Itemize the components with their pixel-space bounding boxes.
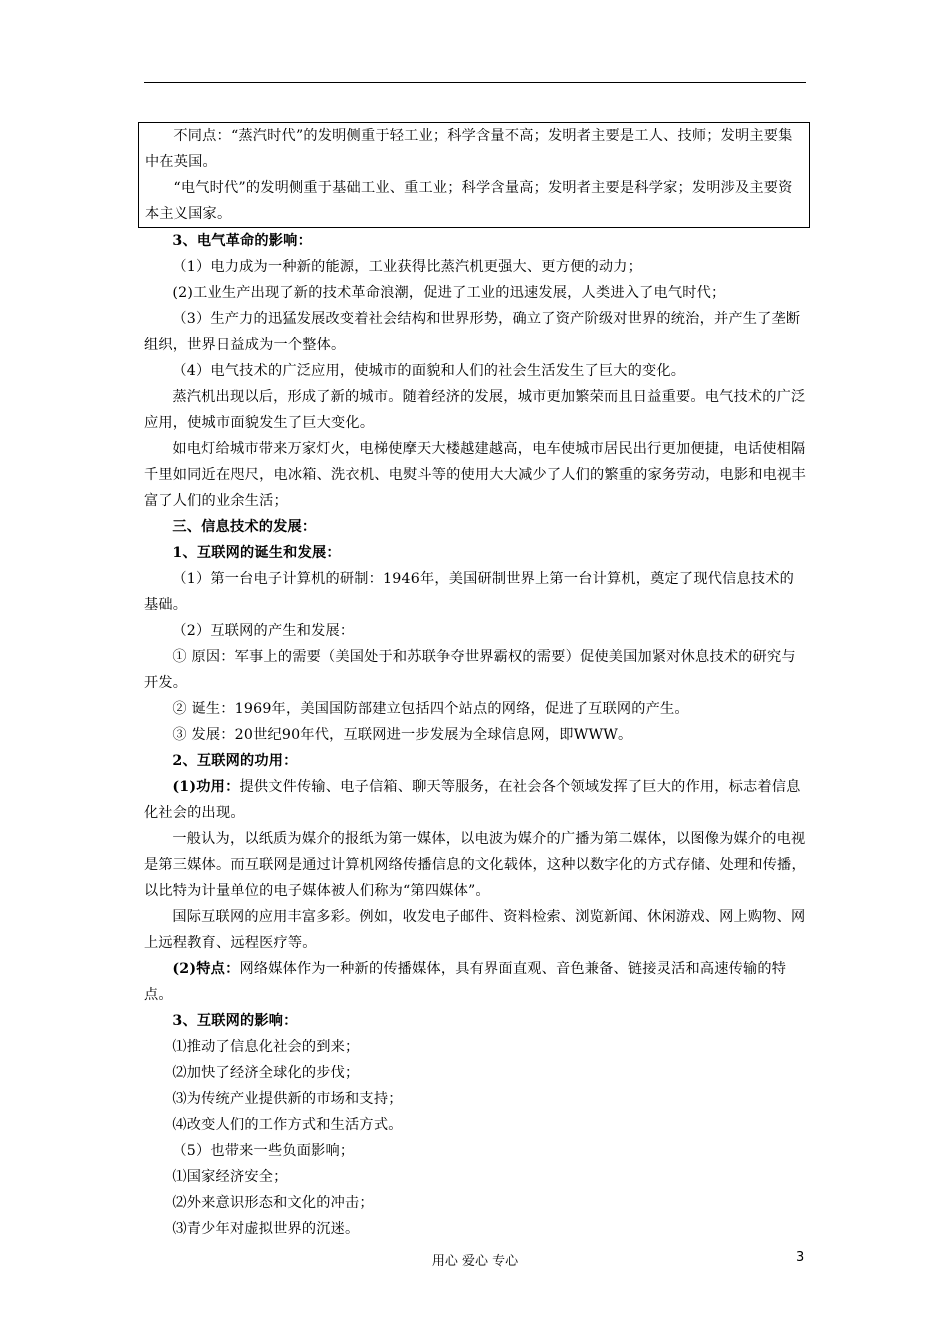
paragraph: ⑴推动了信息化社会的到来； <box>172 1039 360 1055</box>
paragraph: ⑵外来意识形态和文化的冲击； <box>172 1195 374 1211</box>
section-heading: 2、互联网的功用： <box>172 753 298 769</box>
header-rule <box>144 82 806 83</box>
paragraph-text: 提供文件传输、电子信箱、聊天等服务，在社会各个领域发挥了巨大的作用，标志着信息化社会的出现。 <box>144 779 801 821</box>
paragraph-lead: (2)特点： <box>172 961 240 977</box>
document-body <box>144 122 806 1242</box>
comparison-box <box>138 122 810 228</box>
paragraph: ① 原因：军事上的需要（美国处于和苏联争夺世界霸权的需要）促使美国加紧对休息技术的研究与开发。 <box>144 649 796 691</box>
paragraph: （3）生产力的迅猛发展改变着社会结构和世界形势，确立了资产阶级对世界的统治，并产生了垄断组织，世界日益成为一个整体。 <box>144 311 801 353</box>
paragraph: ⑶青少年对虚拟世界的沉迷。 <box>172 1221 360 1237</box>
paragraph: ③ 发展：20世纪90年代，互联网进一步发展为全球信息网，即WWW。 <box>172 727 633 743</box>
paragraph: （4）电气技术的广泛应用，使城市的面貌和人们的社会生活发生了巨大的变化。 <box>172 363 686 379</box>
box-paragraph-2: “电气时代”的发明侧重于基础工业、重工业；科学含量高；发明者主要是科学家；发明涉及主要资本主义国家。 <box>145 180 793 222</box>
section-heading: 3、互联网的影响： <box>172 1013 298 1029</box>
paragraph: ⑶为传统产业提供新的市场和支持； <box>172 1091 403 1107</box>
page-number: 3 <box>796 1250 805 1265</box>
section-heading: 3、电气革命的影响： <box>172 233 312 249</box>
paragraph-lead: (1)功用： <box>172 779 240 795</box>
paragraph: （1）第一台电子计算机的研制：1946年，美国研制世界上第一台计算机，奠定了现代信息技术的基础。 <box>144 571 795 613</box>
paragraph: （2）互联网的产生和发展： <box>172 623 355 639</box>
paragraph-text: 网络媒体作为一种新的传播媒体，具有界面直观、音色兼备、链接灵活和高速传输的特点。 <box>144 961 787 1003</box>
paragraph: （1）电力成为一种新的能源，工业获得比蒸汽机更强大、更方便的动力； <box>172 259 643 275</box>
paragraph: 蒸汽机出现以后，形成了新的城市。随着经济的发展，城市更加繁荣而且日益重要。电气技术的广泛应用，使城市面貌发生了巨大变化。 <box>144 389 806 431</box>
paragraph: ⑵加快了经济全球化的步伐； <box>172 1065 360 1081</box>
paragraph: 国际互联网的应用丰富多彩。例如，收发电子邮件、资料检索、浏览新闻、休闲游戏、网上购物、网上远程教育、远程医疗等。 <box>144 909 806 951</box>
paragraph: ⑷改变人们的工作方式和生活方式。 <box>172 1117 403 1133</box>
paragraph: (2)工业生产出现了新的技术革命浪潮，促进了工业的迅速发展，人类进入了电气时代； <box>172 285 726 301</box>
section-heading: 1、互联网的诞生和发展： <box>172 545 341 561</box>
body-flow <box>144 228 806 1242</box>
box-paragraph-1: 不同点：“蒸汽时代”的发明侧重于轻工业；科学含量不高；发明者主要是工人、技师；发明主要集中在英国。 <box>145 128 793 170</box>
section-heading: 三、信息技术的发展： <box>172 519 317 535</box>
footer-motto: 用心 爱心 专心 <box>431 1254 519 1269</box>
paragraph: 一般认为，以纸质为媒介的报纸为第一媒体，以电波为媒介的广播为第二媒体，以图像为媒介的电视是第三媒体。而互联网是通过计算机网络传播信息的文化载体，这种以数字化的方式存储、处理和传播，以比特为计量单位的电子媒体被人们称为“第四媒体”。 <box>144 831 806 899</box>
paragraph-with-lead <box>144 774 806 826</box>
paragraph: ② 诞生：1969年，美国国防部建立包括四个站点的网络，促进了互联网的产生。 <box>172 701 689 717</box>
paragraph-with-lead <box>144 956 806 1008</box>
paragraph: （5）也带来一些负面影响； <box>172 1143 355 1159</box>
paragraph: 如电灯给城市带来万家灯火，电梯使摩天大楼越建越高，电车使城市居民出行更加便捷，电话使相隔千里如同近在咫尺，电冰箱、洗衣机、电熨斗等的使用大大减少了人们的繁重的家务劳动，电影和电视丰富了人们的业余生活； <box>144 441 806 509</box>
paragraph: ⑴国家经济安全； <box>172 1169 288 1185</box>
